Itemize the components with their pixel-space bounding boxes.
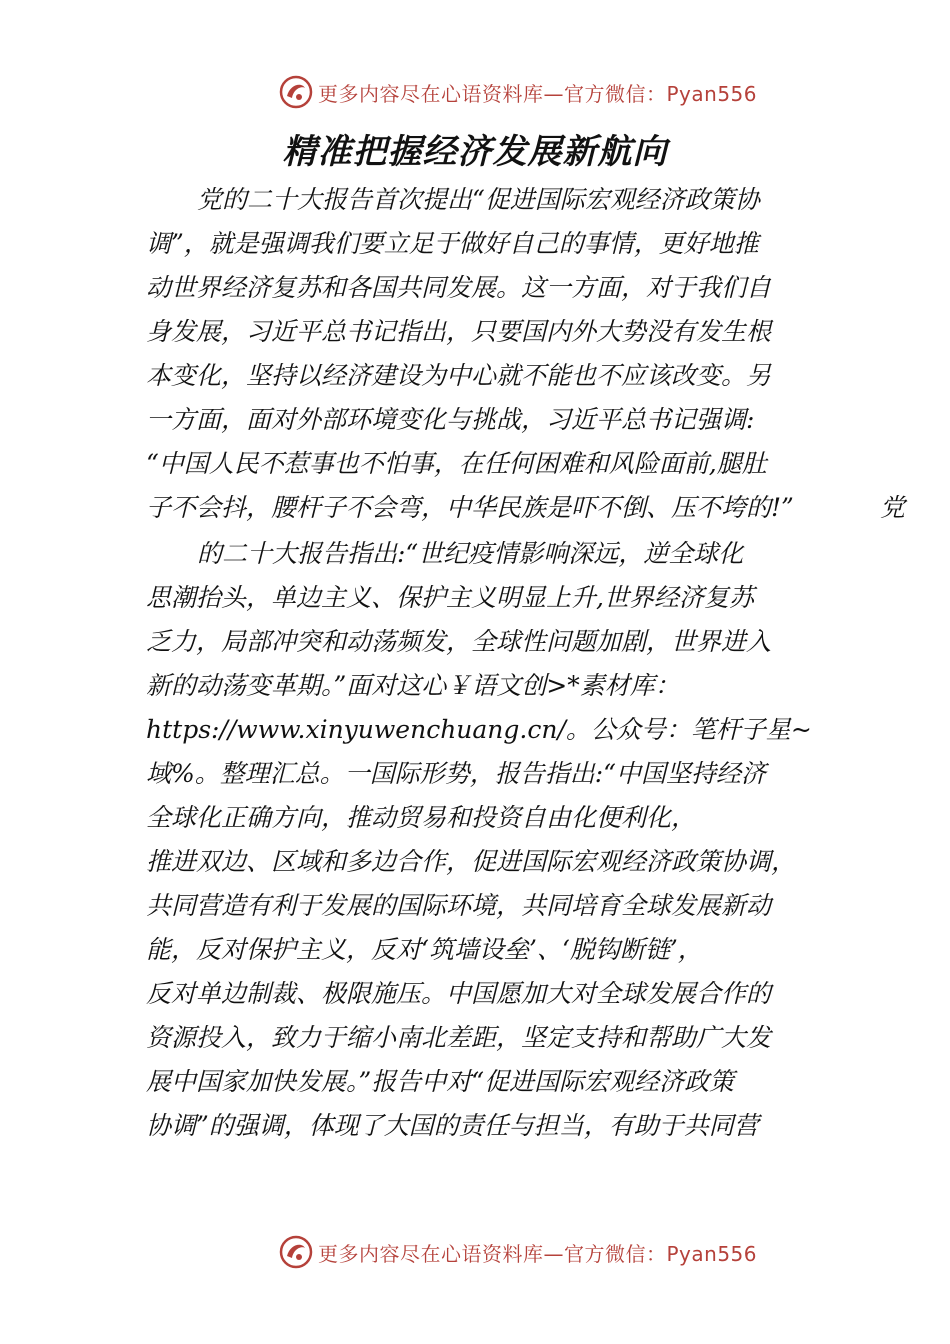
body-line: 全球化正确方向，推动贸易和投资自由化便利化， [146, 803, 697, 832]
body-line: 党 [880, 493, 906, 522]
body-line: 本变化，坚持以经济建设为中心就不能也不应该改变。另 [146, 361, 772, 390]
body-line: 身发展，习近平总书记指出，只要国内外大势没有发生根 [146, 317, 772, 346]
body-line: 反对单边制裁、极限施压。中国愿加大对全球发展合作的 [146, 979, 772, 1008]
logo-icon [278, 1234, 314, 1270]
body-line: 乏力，局部冲突和动荡频发，全球性问题加剧，世界进入 [146, 627, 772, 656]
body-line: 资源投入，致力于缩小南北差距，坚定支持和帮助广大发 [146, 1023, 772, 1052]
logo-icon [278, 74, 314, 110]
body-line: 展中国家加快发展。”报告中对“促进国际宏观经济政策 [146, 1067, 735, 1096]
banner-text: 更多内容尽在心语资料库—官方微信：Pyan556 [318, 81, 758, 106]
body-line: 动世界经济复苏和各国共同发展。这一方面，对于我们自 [146, 273, 772, 302]
body-line: 共同营造有利于发展的国际环境，共同培育全球发展新动 [146, 891, 772, 920]
body-line: 一方面，面对外部环境变化与挑战，习近平总书记强调: [146, 405, 755, 434]
banner-text: 更多内容尽在心语资料库—官方微信：Pyan556 [318, 1241, 758, 1266]
body-line: 党的二十大报告首次提出“促进国际宏观经济政策协 [197, 185, 760, 214]
body-line: 的二十大报告指出:“世纪疫情影响深远，逆全球化 [197, 539, 744, 568]
body-line: 新的动荡变革期。”面对这心￥语文创>*素材库： [146, 671, 680, 700]
footer-banner [278, 1232, 757, 1272]
body-line: 推进双边、区域和多边合作，促进国际宏观经济政策协调， [146, 847, 797, 876]
header-banner [278, 72, 757, 112]
body-line: https://www.xinyuwenchuang.cn/。公众号：笔杆子星~ [146, 715, 812, 744]
body-line: “中国人民不惹事也不怕事，在任何困难和风险面前,腿肚 [146, 449, 767, 478]
document-title: 精准把握经济发展新航向 [282, 132, 668, 172]
body-line: 能，反对保护主义，反对‘筑墙设垒’、‘脱钩断链’， [146, 935, 703, 964]
body-line: 子不会抖，腰杆子不会弯，中华民族是吓不倒、压不垮的!” [146, 493, 794, 522]
body-line: 协调”的强调，体现了大国的责任与担当，有助于共同营 [146, 1111, 759, 1140]
body-line: 域%。整理汇总。一国际形势，报告指出:“中国坚持经济 [146, 759, 766, 788]
body-line: 思潮抬头，单边主义、保护主义明显上升,世界经济复苏 [146, 583, 754, 612]
body-line: 调”，就是强调我们要立足于做好自己的事情，更好地推 [146, 229, 759, 258]
